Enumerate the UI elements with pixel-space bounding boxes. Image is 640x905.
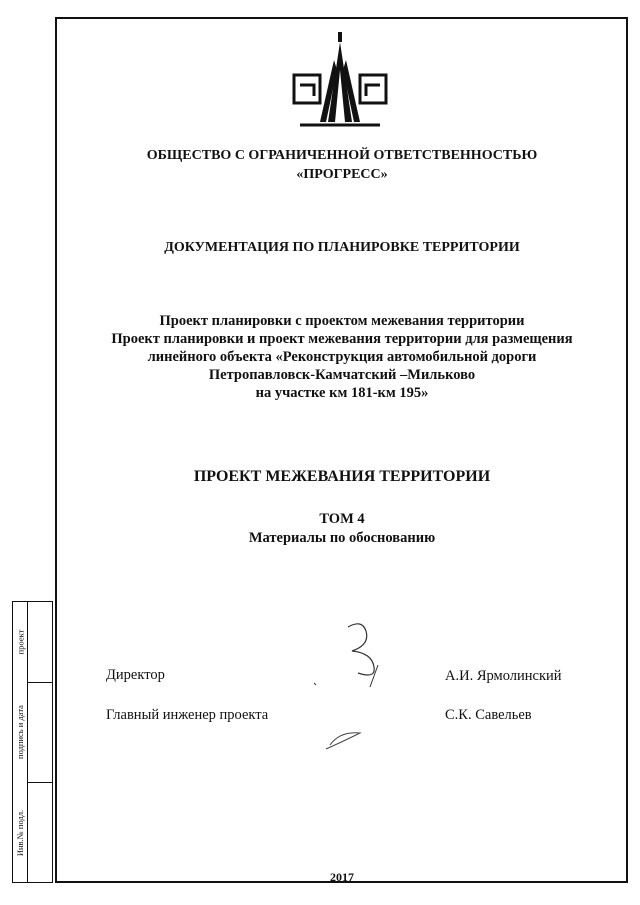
organization-line-1: ОБЩЕСТВО С ОГРАНИЧЕННОЙ ОТВЕТСТВЕННОСТЬЮ	[146, 148, 538, 163]
signatory-name: А.И. Ярмолинский	[445, 668, 562, 684]
project-title-line: Проект планировки и проект межевания территории для размещения	[111, 331, 573, 347]
volume-subtitle: Материалы по обоснованию	[248, 530, 436, 546]
stamp-row-divider	[27, 682, 52, 683]
stamp-label-inventory	[13, 782, 27, 884]
organization-name	[58, 146, 626, 184]
signatory-name: С.К. Савельев	[445, 707, 532, 723]
document-year: 2017	[330, 870, 354, 884]
volume-block	[58, 510, 626, 548]
project-title-line: линейного объекта «Реконструкция автомобильной дороги	[147, 349, 537, 365]
stamp-label-text: Инв.№ подл.	[15, 809, 25, 857]
company-logo-icon	[290, 30, 390, 130]
stamp-label-text: подпись и дата	[15, 705, 25, 759]
handwritten-signature	[300, 615, 420, 765]
project-title	[58, 312, 626, 402]
signatory-role: Директор	[106, 667, 165, 683]
volume-label: ТОМ 4	[319, 511, 365, 527]
project-title-line: Проект планировки с проектом межевания территории	[159, 313, 525, 329]
organization-line-2: «ПРОГРЕСС»	[296, 167, 388, 182]
stamp-label-project	[13, 602, 27, 682]
section-title: ПРОЕКТ МЕЖЕВАНИЯ ТЕРРИТОРИИ	[193, 468, 491, 485]
stamp-label-text: проект	[15, 629, 26, 655]
side-stamp	[12, 601, 53, 883]
stamp-label-signature-date	[13, 682, 27, 782]
stamp-row-divider	[27, 782, 52, 783]
signatory-role: Главный инженер проекта	[106, 707, 269, 723]
document-type: ДОКУМЕНТАЦИЯ ПО ПЛАНИРОВКЕ ТЕРРИТОРИИ	[164, 240, 520, 255]
project-title-line: на участке км 181-км 195»	[255, 385, 429, 401]
project-title-line: Петропавловск-Камчатский –Мильково	[208, 367, 476, 383]
